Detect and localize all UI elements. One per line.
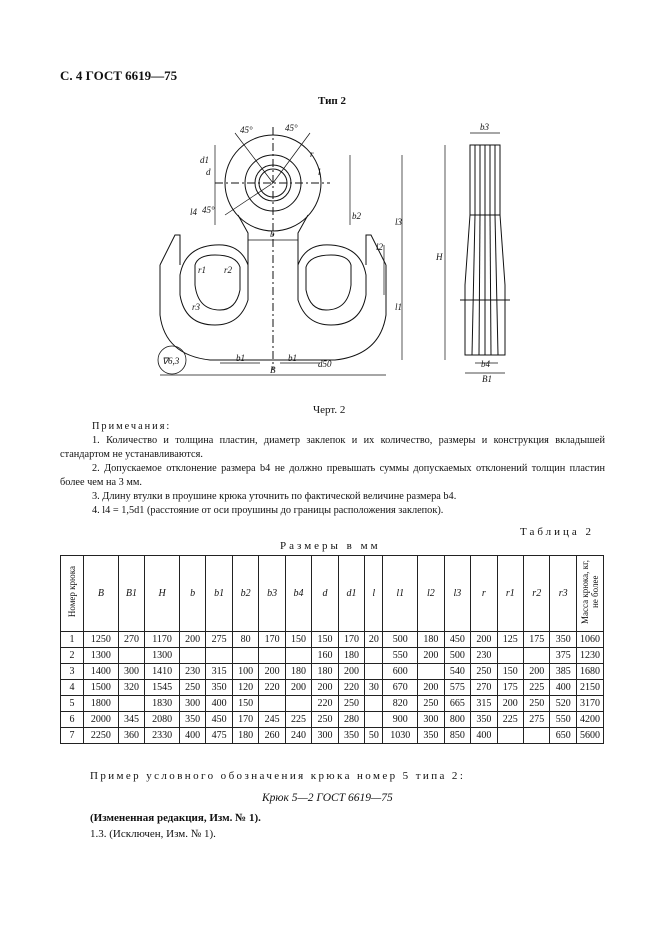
table-cell: [206, 648, 232, 664]
label-angle-45b: 45°: [285, 123, 298, 133]
table-cell: 900: [383, 712, 418, 728]
label-r1: r1: [198, 265, 207, 275]
table-cell: 450: [206, 712, 232, 728]
table-cell: [118, 696, 144, 712]
table-cell: [232, 648, 258, 664]
table-cell: 275: [524, 712, 550, 728]
table-cell: 400: [179, 728, 205, 744]
table-cell: 200: [471, 632, 497, 648]
table-cell: 200: [338, 664, 364, 680]
table-cell: 170: [338, 632, 364, 648]
table-cell: 160: [312, 648, 338, 664]
label-B1: B1: [482, 374, 492, 384]
table-cell: 175: [497, 680, 523, 696]
table-cell: 3: [61, 664, 84, 680]
table-cell: 100: [232, 664, 258, 680]
page-header: С. 4 ГОСТ 6619—75: [60, 68, 178, 83]
table-cell: 180: [232, 728, 258, 744]
table-cell: 200: [312, 680, 338, 696]
table-cell: 1060: [577, 632, 604, 648]
table-cell: 150: [232, 696, 258, 712]
label-b1a: b1: [236, 353, 245, 363]
label-B: B: [270, 365, 276, 375]
table-cell: 150: [312, 632, 338, 648]
notes: [60, 420, 605, 518]
table-cell: 1300: [145, 648, 180, 664]
table-cell: 175: [524, 632, 550, 648]
table-cell: 150: [285, 632, 311, 648]
table-cell: [524, 648, 550, 664]
table-cell: 2: [61, 648, 84, 664]
table-header-cell: H: [145, 556, 180, 632]
table-cell: 1400: [84, 664, 119, 680]
table-cell: 275: [206, 632, 232, 648]
table-cell: 2000: [84, 712, 119, 728]
table-header-cell: l: [365, 556, 383, 632]
table-header-cell: b2: [232, 556, 258, 632]
table-row: [61, 696, 604, 712]
table-cell: 245: [259, 712, 285, 728]
table-cell: 170: [232, 712, 258, 728]
notes-title: Примечания:: [92, 421, 172, 432]
table-cell: 250: [418, 696, 444, 712]
table-cell: 120: [232, 680, 258, 696]
table-cell: 180: [418, 632, 444, 648]
table-cell: 200: [418, 680, 444, 696]
table-cell: 1800: [84, 696, 119, 712]
table-cell: 350: [550, 632, 577, 648]
label-d50: d50: [318, 359, 332, 369]
table-cell: 180: [285, 664, 311, 680]
table-cell: 200: [418, 648, 444, 664]
table-cell: [365, 712, 383, 728]
table-cell: 200: [285, 680, 311, 696]
table-header-cell: r3: [550, 556, 577, 632]
table-header-cell: B1: [118, 556, 144, 632]
table-cell: 225: [285, 712, 311, 728]
table-cell: 1170: [145, 632, 180, 648]
figure-caption: Черт. 2: [313, 404, 346, 416]
label-angle-45a: 45°: [240, 125, 253, 135]
table-cell: 670: [383, 680, 418, 696]
table-cell: 225: [497, 712, 523, 728]
table-header-cell: d1: [338, 556, 364, 632]
table-cell: [118, 648, 144, 664]
table-cell: 350: [179, 712, 205, 728]
excluded-note: 1.3. (Исключен, Изм. № 1).: [90, 828, 216, 840]
table-cell: 125: [497, 632, 523, 648]
label-angle-45c: 45°: [202, 205, 215, 215]
table-cell: 450: [444, 632, 470, 648]
table-cell: 30: [365, 680, 383, 696]
table-cell: 350: [418, 728, 444, 744]
table-cell: 240: [285, 728, 311, 744]
table-cell: 320: [118, 680, 144, 696]
table-cell: [497, 648, 523, 664]
table-cell: 500: [444, 648, 470, 664]
table-cell: 200: [524, 664, 550, 680]
table-cell: 230: [471, 648, 497, 664]
table-cell: 1500: [84, 680, 119, 696]
table-cell: 350: [338, 728, 364, 744]
table-cell: 5: [61, 696, 84, 712]
table-row: [61, 664, 604, 680]
table-cell: 270: [118, 632, 144, 648]
table-cell: 360: [118, 728, 144, 744]
table-header-cell: l3: [444, 556, 470, 632]
label-l4: l4: [190, 207, 198, 217]
table-cell: 400: [206, 696, 232, 712]
label-d1: d1: [200, 155, 209, 165]
table-header-cell: b3: [259, 556, 285, 632]
table-header-cell: Номер крюка: [61, 556, 84, 632]
label-b4: b4: [481, 359, 490, 369]
table-cell: 220: [259, 680, 285, 696]
table-label: Таблица 2: [520, 526, 595, 538]
table-cell: 350: [471, 712, 497, 728]
table-cell: 650: [550, 728, 577, 744]
table-cell: [418, 664, 444, 680]
table-cell: [259, 696, 285, 712]
table-cell: 850: [444, 728, 470, 744]
label-r: r: [310, 149, 314, 159]
table-subtitle: Размеры в мм: [280, 540, 381, 552]
table-cell: 6: [61, 712, 84, 728]
amendment-note: (Измененная редакция, Изм. № 1).: [90, 812, 261, 824]
table-cell: 220: [312, 696, 338, 712]
table-cell: 1410: [145, 664, 180, 680]
table-header-cell: b1: [206, 556, 232, 632]
table-cell: 50: [365, 728, 383, 744]
type-label: Тип 2: [318, 95, 346, 107]
label-b1b: b1: [288, 353, 297, 363]
table-cell: 350: [206, 680, 232, 696]
table-cell: 300: [418, 712, 444, 728]
table-cell: 7: [61, 728, 84, 744]
table-cell: 1680: [577, 664, 604, 680]
table-cell: 225: [524, 680, 550, 696]
table-cell: 250: [312, 712, 338, 728]
table-cell: [365, 696, 383, 712]
designation: Крюк 5—2 ГОСТ 6619—75: [262, 792, 393, 804]
table-cell: 250: [524, 696, 550, 712]
label-d: d: [206, 167, 211, 177]
table-cell: 575: [444, 680, 470, 696]
table-row: [61, 648, 604, 664]
table-cell: 260: [259, 728, 285, 744]
table-cell: [497, 728, 523, 744]
table-cell: 315: [206, 664, 232, 680]
table-cell: 475: [206, 728, 232, 744]
table-row: [61, 728, 604, 744]
table-cell: 80: [232, 632, 258, 648]
table-header-cell: l2: [418, 556, 444, 632]
table-cell: 1250: [84, 632, 119, 648]
label-b3: b3: [480, 122, 489, 132]
table-header-row: [61, 556, 604, 632]
table-row: [61, 632, 604, 648]
table-cell: 500: [383, 632, 418, 648]
table-cell: [365, 648, 383, 664]
table-cell: 4: [61, 680, 84, 696]
table-cell: 220: [338, 680, 364, 696]
table-cell: 200: [497, 696, 523, 712]
label-r3: r3: [192, 302, 201, 312]
table-cell: [259, 648, 285, 664]
table-cell: 820: [383, 696, 418, 712]
table-cell: 540: [444, 664, 470, 680]
table-cell: 1230: [577, 648, 604, 664]
table-header-cell: B: [84, 556, 119, 632]
table-cell: 3170: [577, 696, 604, 712]
table-header-cell: r: [471, 556, 497, 632]
table-cell: [179, 648, 205, 664]
table-cell: 180: [338, 648, 364, 664]
label-b2: b2: [352, 211, 361, 221]
label-H: H: [436, 252, 443, 262]
table-cell: 300: [179, 696, 205, 712]
table-cell: 2080: [145, 712, 180, 728]
table-cell: 385: [550, 664, 577, 680]
example-title: Пример условного обозначения крюка номер 5 типа 2:: [90, 770, 466, 782]
dimensions-table: [60, 555, 604, 744]
table-header-cell: b: [179, 556, 205, 632]
table-row: [61, 712, 604, 728]
note-1: 1. Количество и толщина пластин, диаметр заклепок и их количество, размеры и конструкция вкладышей стандартом не устанавливаются.: [60, 435, 605, 460]
table-header-cell: d: [312, 556, 338, 632]
table-cell: 550: [383, 648, 418, 664]
table-cell: 20: [365, 632, 383, 648]
label-l1: l1: [395, 302, 403, 312]
table-cell: 230: [179, 664, 205, 680]
table-cell: 1545: [145, 680, 180, 696]
table-cell: 345: [118, 712, 144, 728]
table-cell: [285, 648, 311, 664]
table-cell: 2330: [145, 728, 180, 744]
table-cell: 170: [259, 632, 285, 648]
label-r2: r2: [224, 265, 233, 275]
table-cell: 520: [550, 696, 577, 712]
note-3: 3. Длину втулки в проушине крюка уточнить по фактической величине размера b4.: [92, 491, 457, 502]
note-2: 2. Допускаемое отклонение размера b4 не должно превышать суммы допускаемых отклонений толщин пластин более чем на 3 мм.: [60, 463, 605, 488]
table-cell: [285, 696, 311, 712]
table-header-cell: b4: [285, 556, 311, 632]
table-cell: 375: [550, 648, 577, 664]
table-cell: 200: [259, 664, 285, 680]
table-cell: 280: [338, 712, 364, 728]
table-cell: 200: [179, 632, 205, 648]
label-l3: l3: [395, 217, 403, 227]
table-cell: 250: [179, 680, 205, 696]
table-cell: 2150: [577, 680, 604, 696]
table-cell: 180: [312, 664, 338, 680]
table-cell: 300: [118, 664, 144, 680]
table-cell: [524, 728, 550, 744]
table-cell: 2250: [84, 728, 119, 744]
label-l2: l2: [376, 242, 384, 252]
table-cell: 4200: [577, 712, 604, 728]
table-header-cell: l1: [383, 556, 418, 632]
table-header-cell: r1: [497, 556, 523, 632]
table-cell: [365, 664, 383, 680]
table-cell: 550: [550, 712, 577, 728]
table-header-cell: Масса крюка, кг, не более: [577, 556, 604, 632]
table-cell: 5600: [577, 728, 604, 744]
label-b: b: [270, 229, 275, 239]
table-cell: 300: [312, 728, 338, 744]
table-row: [61, 680, 604, 696]
table-cell: 665: [444, 696, 470, 712]
table-cell: 1: [61, 632, 84, 648]
table-cell: 150: [497, 664, 523, 680]
table-cell: 800: [444, 712, 470, 728]
table-cell: 250: [471, 664, 497, 680]
table-cell: 400: [471, 728, 497, 744]
table-cell: 1830: [145, 696, 180, 712]
table-cell: 1030: [383, 728, 418, 744]
table-cell: 600: [383, 664, 418, 680]
table-cell: 400: [550, 680, 577, 696]
label-l: l: [318, 167, 321, 177]
table-cell: 270: [471, 680, 497, 696]
table-cell: 315: [471, 696, 497, 712]
table-cell: 1300: [84, 648, 119, 664]
hook-drawing: [140, 115, 520, 400]
note-4: 4. l4 = 1,5d1 (расстояние от оси проушины до границы расположения заклепок).: [92, 505, 444, 516]
table-header-cell: r2: [524, 556, 550, 632]
table-cell: 250: [338, 696, 364, 712]
label-roughness: ∇6,3: [162, 356, 180, 366]
